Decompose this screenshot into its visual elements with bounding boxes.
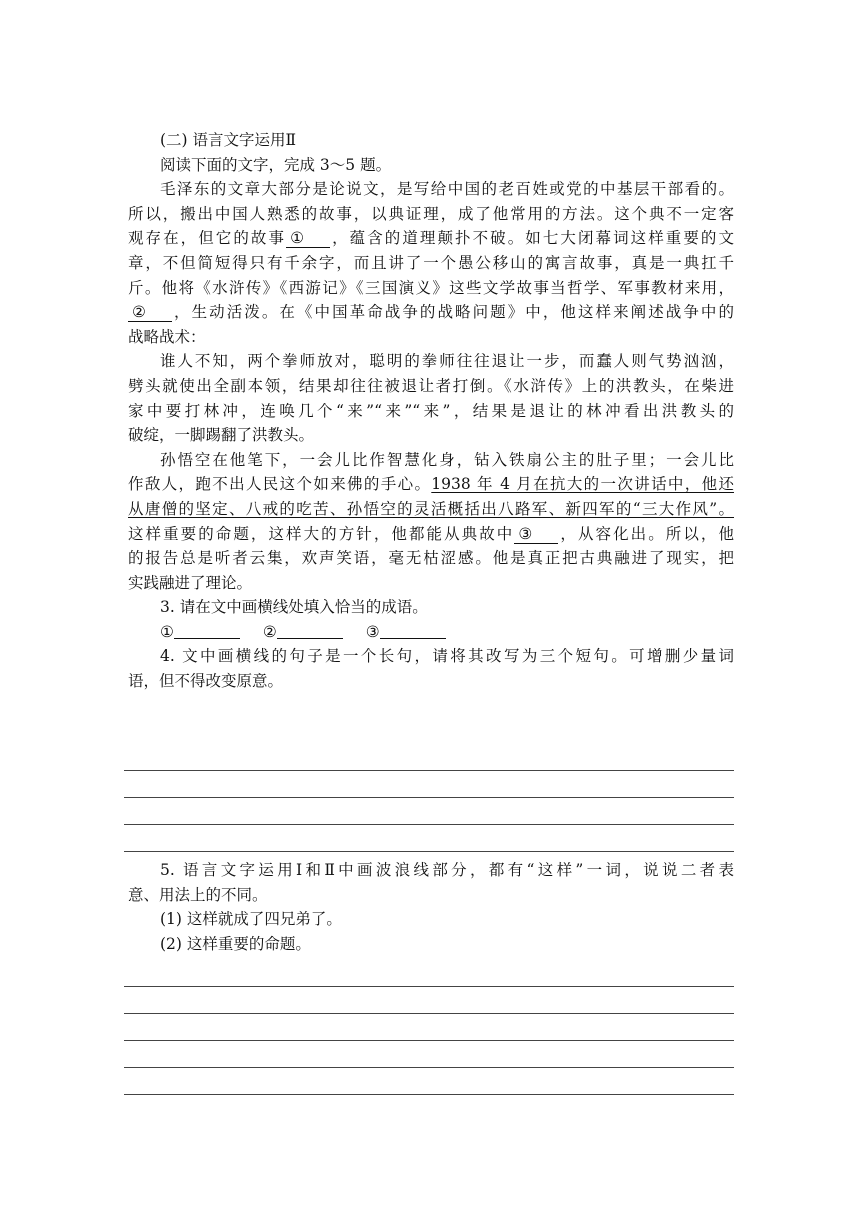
passage-text: 观存在，但它的故事	[128, 229, 287, 248]
passage-line: 谁人不知，两个拳师放对，聪明的拳师往往退让一步，而蠢人则气势汹汹，	[160, 352, 734, 371]
passage-text: 这样重要的命题，这样大的方针，他都能从典故中	[128, 524, 515, 543]
passage-text: ，蕴含的道理颠扑不破。如七大闭幕词这样重要的文	[330, 229, 734, 248]
underlined-sentence: 1938 年 4 月在抗大的一次讲话中，他还	[431, 475, 734, 494]
passage-line	[128, 226, 734, 251]
passage-line: 破绽，一脚踢翻了洪教头。	[128, 426, 315, 445]
answer-label-2: ②	[262, 622, 277, 641]
answer-line[interactable]	[124, 1040, 734, 1041]
answer-label-1: ①	[160, 622, 174, 641]
question-4: 4. 文中画横线的句子是一个长句，请将其改写为三个短句。可增删少量词	[160, 647, 734, 666]
fill-blank-1[interactable]: ①	[286, 229, 330, 248]
question-5-item-2: (2) 这样重要的命题。	[160, 934, 311, 953]
passage	[128, 177, 734, 595]
passage-line	[128, 522, 734, 547]
answer-line[interactable]	[124, 1067, 734, 1068]
section-heading: (二) 语言文字运用Ⅱ	[160, 131, 297, 149]
reading-instruction: 阅读下面的文字，完成 3～5 题。	[160, 155, 392, 174]
passage-line: 孙悟空在他笔下，一会儿比作智慧化身，钻入铁扇公主的肚子里；一会儿比	[160, 450, 734, 469]
answer-label-3: ③	[365, 622, 380, 641]
question-5: 5. 语言文字运用Ⅰ和Ⅱ中画波浪线部分，都有“这样”一词，说说二者表	[160, 861, 734, 879]
answer-line[interactable]	[124, 851, 734, 852]
answer-line[interactable]	[124, 986, 734, 987]
passage-line	[128, 472, 734, 497]
question-3-answers	[128, 620, 734, 645]
passage-text: 作敌人，跑不出人民这个如来佛的手心。	[128, 475, 432, 494]
question-4-cont: 语，但不得改变原意。	[128, 672, 284, 691]
answer-blank-1[interactable]	[174, 622, 240, 639]
passage-line: 斤。他将《水浒传》《西游记》《三国演义》这些文学故事当哲学、军事教材来用，	[128, 278, 734, 297]
question-3: 3. 请在文中画横线处填入恰当的成语。	[160, 598, 428, 617]
passage-line: 毛泽东的文章大部分是论说文，是写给中国的老百姓或党的中基层干部看的。	[160, 180, 734, 199]
worksheet-content	[128, 128, 734, 694]
underlined-sentence: 从唐僧的坚定、八戒的吃苦、孙悟空的灵活概括出八路军、新四军的“三大作风”。	[128, 499, 734, 518]
passage-text: ，从容化出。所以，他	[558, 524, 734, 543]
answer-lines-q4[interactable]	[124, 770, 734, 852]
question-5-cont: 意、用法上的不同。	[128, 885, 268, 904]
answer-line[interactable]	[124, 770, 734, 771]
passage-line: 实践融进了理论。	[128, 573, 253, 592]
passage-line: 所以，搬出中国人熟悉的故事，以典证理，成了他常用的方法。这个典不一定客	[128, 204, 734, 223]
passage-line	[128, 497, 734, 522]
question-5-item-1: (1) 这样就成了四兄弟了。	[160, 910, 342, 929]
passage-line: 的报告总是听者云集，欢声笑语，毫无枯涩感。他是真正把古典融进了现实，把	[128, 549, 734, 568]
passage-line: 战略战术：	[128, 327, 206, 346]
fill-blank-3[interactable]: ③	[514, 525, 558, 544]
fill-blank-2[interactable]: ②	[128, 303, 172, 322]
passage-line: 家中要打林冲，连唤几个“来”“来”“来”，结果是退让的林冲看出洪教头的	[128, 401, 734, 420]
answer-line[interactable]	[124, 797, 734, 798]
answer-blank-2[interactable]	[277, 622, 343, 639]
answer-line[interactable]	[124, 1094, 734, 1095]
answer-blank-3[interactable]	[380, 622, 446, 639]
passage-line: 劈头就使出全副本领，结果却往往被退让者打倒。《水浒传》上的洪教头，在柴进	[128, 376, 734, 395]
answer-lines-q5[interactable]	[124, 986, 734, 1095]
question-5-block	[128, 858, 734, 956]
passage-text: ，生动活泼。在《中国革命战争的战略问题》中，他这样来阐述战争中的	[172, 303, 734, 322]
passage-line	[128, 300, 734, 325]
passage-line: 章，不但简短得只有千余字，而且讲了一个愚公移山的寓言故事，真是一典扛千	[128, 253, 734, 272]
answer-line[interactable]	[124, 1013, 734, 1014]
answer-line[interactable]	[124, 824, 734, 825]
